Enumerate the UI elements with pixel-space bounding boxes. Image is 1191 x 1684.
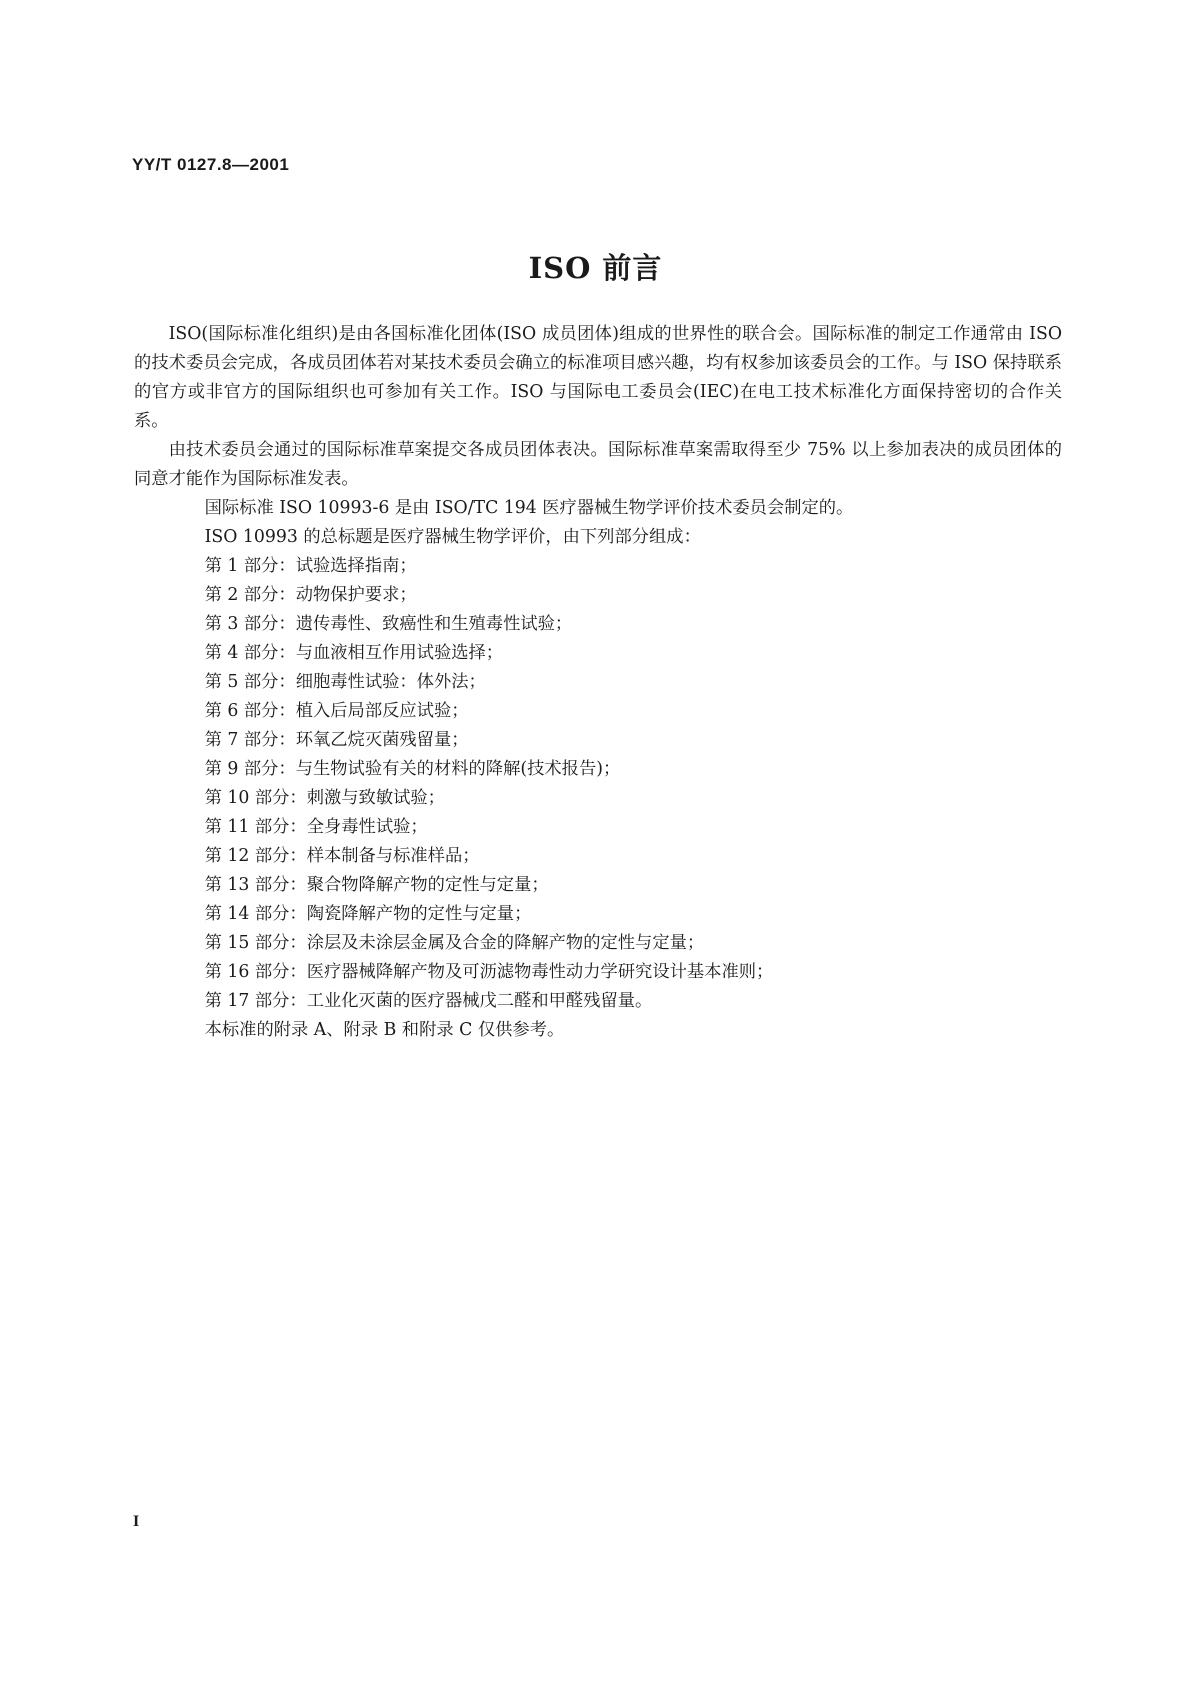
list-item: 第 6 部分：植入后局部反应试验； [204, 701, 469, 721]
list-item: 第 1 部分：试验选择指南； [204, 556, 417, 576]
list-item: 第 7 部分：环氧乙烷灭菌残留量； [204, 730, 469, 750]
list-item: 第 16 部分：医疗器械降解产物及可沥滤物毒性动力学研究设计基本准则； [204, 962, 774, 982]
list-item: 第 2 部分：动物保护要求； [204, 585, 417, 605]
parts-list [170, 552, 1062, 1016]
paragraph-iso-intro: ISO(国际标准化组织)是由各国标准化团体(ISO 成员团体)组成的世界性的联合会。国际标准的制定工作通常由 ISO 的技术委员会完成，各成员团体若对某技术委员会确立的标准项目感兴趣，均有权参加该委员会的工作。与 ISO 保持联系的官方或非官方的国际组织也可参加有关工作。ISO 与国际电工委员会(IEC)在电工技术标准化方面保持密切的合作关系。 [134, 324, 1062, 431]
paragraph-committee: 国际标准 ISO 10993-6 是由 ISO/TC 194 医疗器械生物学评价技术委员会制定的。 [204, 498, 854, 518]
list-item: 第 17 部分：工业化灭菌的医疗器械戊二醛和甲醛残留量。 [204, 991, 653, 1011]
paragraph-voting: 由技术委员会通过的国际标准草案提交各成员团体表决。国际标准草案需取得至少 75% 以上参加表决的成员团体的同意才能作为国际标准发表。 [134, 440, 1062, 489]
list-item: 第 3 部分：遗传毒性、致癌性和生殖毒性试验； [204, 614, 573, 634]
parts-intro: ISO 10993 的总标题是医疗器械生物学评价，由下列部分组成： [204, 527, 701, 547]
page-title: ISO 前言 [528, 251, 663, 285]
list-item: 第 13 部分：聚合物降解产物的定性与定量； [204, 875, 549, 895]
list-item: 第 10 部分：刺激与致敏试验； [204, 788, 445, 808]
list-item: 第 15 部分：涂层及未涂层金属及合金的降解产物的定性与定量； [204, 933, 705, 953]
list-item: 第 9 部分：与生物试验有关的材料的降解(技术报告)； [204, 759, 621, 779]
foreword-body [134, 320, 1062, 1045]
list-item: 第 4 部分：与血液相互作用试验选择； [204, 643, 504, 663]
standard-code: YY/T 0127.8—2001 [132, 155, 290, 174]
closing-note: 本标准的附录 A、附录 B 和附录 C 仅供参考。 [204, 1020, 565, 1040]
list-item: 第 5 部分：细胞毒性试验：体外法； [204, 672, 486, 692]
page-number: I [133, 1513, 140, 1530]
list-item: 第 12 部分：样本制备与标准样品； [204, 846, 480, 866]
list-item: 第 14 部分：陶瓷降解产物的定性与定量； [204, 904, 532, 924]
list-item: 第 11 部分：全身毒性试验； [204, 817, 428, 837]
